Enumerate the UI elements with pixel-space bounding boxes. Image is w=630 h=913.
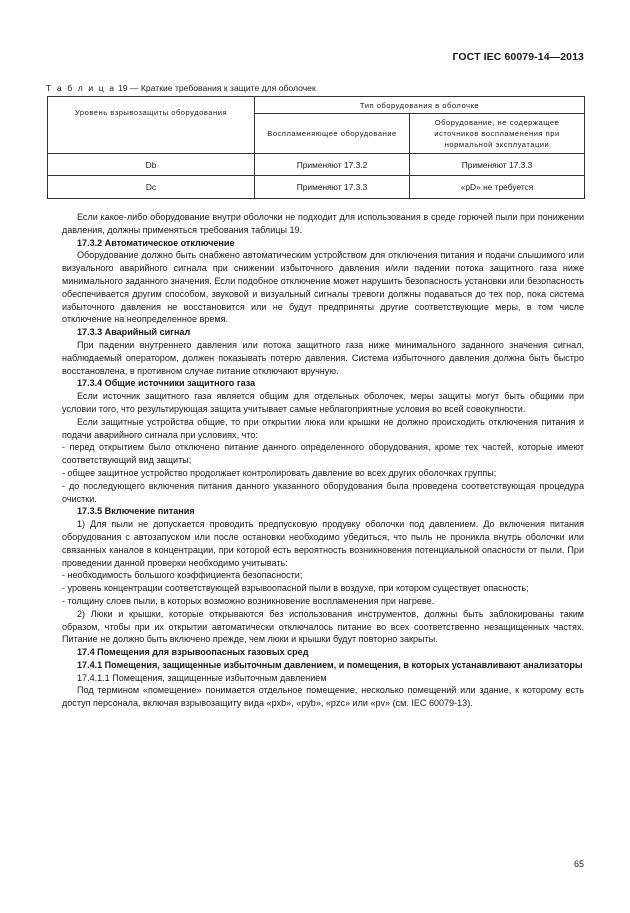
table-caption-title: 19 — Краткие требования к защите для оболочек [115, 83, 316, 93]
cell-no-ignition-source: Применяют 17.3.3 [410, 154, 585, 176]
column-header-level: Уровень взрывозащиты оборудования [48, 97, 255, 154]
cell-level: Dc [48, 176, 255, 199]
section-heading-17-3-5: 17.3.5 Включение питания [77, 506, 195, 517]
protection-requirements-table [47, 96, 585, 199]
paragraph: Под термином «помещение» понимается отдельное помещение, несколько помещений или здание, к которому есть доступ персонала, включая взрывозащиту вида «pxb», «pyb», «pzc» или «pv» (см. IEC 60079-13). [62, 685, 584, 709]
list-item: - необходимость большого коэффициента безопасности; [62, 570, 303, 581]
standard-designation: ГОСТ IEC 60079-14—2013 [452, 51, 584, 63]
section-heading-17-3-2: 17.3.2 Автоматическое отключение [77, 237, 235, 248]
page-number: 65 [573, 859, 584, 869]
table-row [48, 154, 585, 176]
list-item: - перед открытием было отключено питание данного определенного оборудования, кроме тех частей, которые имеют соответствующий вид защиты; [62, 442, 584, 466]
section-heading-17-3-4: 17.3.4 Общие источники защитного газа [77, 378, 256, 389]
paragraph: 2) Люки и крышки, которые открываются без использования инструментов, должны быть заблокированы таким образом, чтобы при их открытии автоматически отключалось питание во всех соответственно незащищенных частях. Питание не должно быть включено прежде, чем люки и крышки будут повторно закрыты. [62, 608, 584, 645]
section-heading-17-3-3: 17.3.3 Аварийный сигнал [77, 327, 191, 338]
section-heading-17-4-1-1: 17.4.1.1 Помещения, защищенные избыточным давлением [77, 672, 327, 683]
paragraph: Если какое-либо оборудование внутри оболочки не подходит для использования в среде горючей пыли при понижении давления, должны применяться требования таблицы 19. [62, 212, 584, 235]
section-heading-17-4-1: 17.4.1 Помещения, защищенные избыточным давлением, и помещения, в которых устанавливают анализаторы [77, 659, 583, 670]
paragraph: Оборудование должно быть снабжено автоматическим устройством для отключения питания и подачи слышимого или визуального аварийного сигнала при снижении избыточного давления и/или падении потока защитного газа ниже минимального заданного значения. Если подобное отключение может нарушить безопасность установки или безопасность обеспечивается другим способом, звуковой и визуальный сигналы тревоги должны подаваться до тех пор, пока система избыточного давления не восстановится или не будут предприняты другие соответствующие меры, в том числе отключение на неопределенное время. [62, 250, 584, 325]
cell-ignition-capable: Применяют 17.3.2 [255, 154, 410, 176]
paragraph: Если источник защитного газа является общим для отдельных оболочек, меры защиты могут быть общими при условии того, что результирующая защита учитывает самые неблагоприятные условия во всей совокупности. [62, 391, 584, 414]
table-caption-prefix: Т а б л и ц а [46, 83, 116, 93]
list-item: - общее защитное устройство продолжает контролировать давление во всех других оболочках группы; [62, 467, 497, 478]
table-caption [46, 83, 316, 93]
list-item: - до последующего включения питания данного указанного оборудования была проведена соответствующая процедура очистки. [62, 480, 584, 504]
list-item: - толщину слоев пыли, в которых возможно возникновение воспламенения при нагреве. [62, 595, 435, 606]
body-text [62, 211, 584, 710]
column-header-group: Тип оборудования в оболочке [255, 97, 585, 114]
section-heading-17-4: 17.4 Помещения для взрывоопасных газовых сред [77, 647, 309, 658]
table-row [48, 176, 585, 199]
cell-level: Db [48, 154, 255, 176]
cell-no-ignition-source: «pD» не требуется [410, 176, 585, 199]
column-header-no-ignition-source: Оборудование, не содержащее источников воспламенения при нормальной эксплуатации [410, 114, 585, 154]
paragraph: Если защитные устройства общие, то при открытии люка или крышки не должно происходить отключения питания и подачи аварийного сигнала при условиях, что: [62, 416, 584, 440]
cell-ignition-capable: Применяют 17.3.3 [255, 176, 410, 199]
column-header-ignition-capable: Воспламеняющее оборудование [255, 114, 410, 154]
paragraph: 1) Для пыли не допускается проводить предпусковую продувку оболочки под давлением. До включения питания оборудования с автозапуском или после остановки необходимо убедиться, что пыль не проникла внутрь оболочки или связанных каналов в концентрации, при которой есть вероятность возникновения потенциальной опасности от пыли. При проведении данной проверки необходимо учитывать: [62, 519, 584, 568]
list-item: - уровень концентрации соответствующей взрывоопасной пыли в воздухе, при котором существует опасность; [62, 583, 529, 594]
paragraph: При падении внутреннего давления или потока защитного газа ниже минимального заданного значения сигнал, наблюдаемый оператором, должен показывать потерю давления. Система избыточного давления должна быть быстро восстановлена, в противном случае питание отключают вручную. [62, 339, 584, 376]
